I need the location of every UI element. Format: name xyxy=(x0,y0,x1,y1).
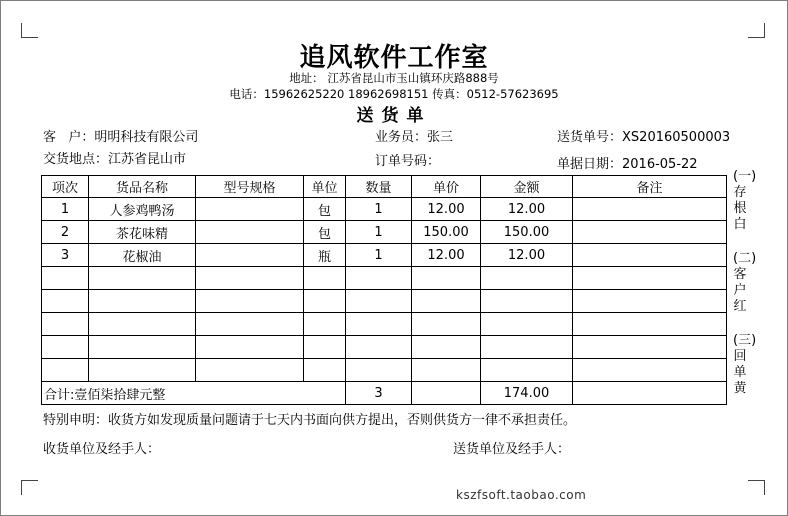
salesperson-field xyxy=(375,126,453,145)
table-row xyxy=(42,313,727,336)
receiver-signature-label: 收货单位及经手人： xyxy=(43,442,161,457)
company-address: 地址： 江苏省昆山市玉山镇环庆路888号 xyxy=(289,71,499,85)
table-row xyxy=(42,359,727,382)
table-row xyxy=(42,198,727,221)
cell-remark xyxy=(573,221,727,244)
salesperson-value: 张三 xyxy=(427,130,454,145)
total-label: 合计:壹佰柒拾肆元整 xyxy=(42,382,346,405)
cell-amount xyxy=(481,313,573,336)
special-statement: 特别申明：收货方如发现质量问题请于七天内书面向供方提出，否则供货方一律不承担责任。 xyxy=(43,413,577,428)
date-value: 2016-05-22 xyxy=(622,157,698,172)
cell-unit xyxy=(304,267,346,290)
footer-watermark: kszfsoft.taobao.com xyxy=(456,488,587,502)
cell-unit xyxy=(304,290,346,313)
cell-price xyxy=(412,336,481,359)
cell-qty xyxy=(346,313,412,336)
cell-remark xyxy=(573,336,727,359)
cell-spec xyxy=(196,290,304,313)
header-amount: 金额 xyxy=(481,176,573,198)
crop-mark-top-left xyxy=(21,23,38,38)
table-row xyxy=(42,244,727,267)
cell-seq: 1 xyxy=(42,198,89,221)
cell-product xyxy=(89,336,196,359)
cell-spec xyxy=(196,267,304,290)
total-row xyxy=(42,382,727,405)
cell-qty: 1 xyxy=(346,198,412,221)
cell-spec xyxy=(196,221,304,244)
cell-remark xyxy=(573,198,727,221)
cell-price xyxy=(412,290,481,313)
cell-qty: 1 xyxy=(346,221,412,244)
cell-product: 茶花味精 xyxy=(89,221,196,244)
header-price: 单价 xyxy=(412,176,481,198)
delivery-address-label: 交货地点： xyxy=(43,152,109,167)
document-title: 送货单 xyxy=(356,106,432,126)
cell-unit xyxy=(304,336,346,359)
cell-amount xyxy=(481,290,573,313)
side-label-copy1: (一)存根白 xyxy=(733,169,757,232)
cell-amount xyxy=(481,359,573,382)
cell-qty xyxy=(346,267,412,290)
cell-remark xyxy=(573,267,727,290)
cell-price: 150.00 xyxy=(412,221,481,244)
cell-remark xyxy=(573,290,727,313)
date-label: 单据日期： xyxy=(557,157,623,172)
delivery-no-field xyxy=(557,126,730,145)
cell-seq: 3 xyxy=(42,244,89,267)
cell-amount: 12.00 xyxy=(481,244,573,267)
cell-qty xyxy=(346,359,412,382)
cell-amount: 150.00 xyxy=(481,221,573,244)
cell-spec xyxy=(196,313,304,336)
cell-product: 花椒油 xyxy=(89,244,196,267)
cell-amount: 12.00 xyxy=(481,198,573,221)
cell-unit: 包 xyxy=(304,221,346,244)
cell-spec xyxy=(196,336,304,359)
cell-product xyxy=(89,313,196,336)
cell-product: 人参鸡鸭汤 xyxy=(89,198,196,221)
side-label-copy2: (二)客户红 xyxy=(733,251,757,314)
cell-qty xyxy=(346,336,412,359)
total-empty-remark xyxy=(573,382,727,405)
table-header-row xyxy=(42,176,727,198)
cell-spec xyxy=(196,244,304,267)
cell-seq: 2 xyxy=(42,221,89,244)
total-qty: 3 xyxy=(346,382,412,405)
cell-unit xyxy=(304,359,346,382)
cell-seq xyxy=(42,313,89,336)
sender-signature-label: 送货单位及经手人： xyxy=(453,442,571,457)
cell-qty: 1 xyxy=(346,244,412,267)
cell-price xyxy=(412,267,481,290)
cell-remark xyxy=(573,313,727,336)
delivery-no-label: 送货单号： xyxy=(557,130,623,145)
table-row xyxy=(42,221,727,244)
cell-product xyxy=(89,267,196,290)
cell-remark xyxy=(573,359,727,382)
order-no-label: 订单号码： xyxy=(375,154,441,169)
table-row xyxy=(42,290,727,313)
cell-product xyxy=(89,359,196,382)
cell-amount xyxy=(481,267,573,290)
header-spec: 型号规格 xyxy=(196,176,304,198)
table-row xyxy=(42,336,727,359)
crop-mark-bottom-right xyxy=(748,480,765,495)
total-empty-price xyxy=(412,382,481,405)
cell-remark xyxy=(573,244,727,267)
crop-mark-bottom-left xyxy=(21,480,38,495)
header-product: 货品名称 xyxy=(89,176,196,198)
cell-qty xyxy=(346,290,412,313)
delivery-address-field xyxy=(43,148,186,167)
delivery-no-value: XS20160500003 xyxy=(622,130,731,145)
customer-label: 客 户： xyxy=(43,130,95,145)
cell-product xyxy=(89,290,196,313)
header-qty: 数量 xyxy=(346,176,412,198)
cell-seq xyxy=(42,359,89,382)
customer-value: 明明科技有限公司 xyxy=(94,130,199,145)
salesperson-label: 业务员： xyxy=(375,130,428,145)
delivery-address-value: 江苏省昆山市 xyxy=(108,152,187,167)
cell-price xyxy=(412,359,481,382)
header-seq: 项次 xyxy=(42,176,89,198)
cell-price xyxy=(412,313,481,336)
total-amount: 174.00 xyxy=(481,382,573,405)
date-field xyxy=(557,153,698,172)
cell-amount xyxy=(481,336,573,359)
side-label-copy3: (三)回单黄 xyxy=(733,333,757,396)
cell-spec xyxy=(196,198,304,221)
items-table xyxy=(41,175,727,405)
cell-unit: 瓶 xyxy=(304,244,346,267)
cell-spec xyxy=(196,359,304,382)
cell-unit: 包 xyxy=(304,198,346,221)
crop-mark-top-right xyxy=(748,23,765,38)
company-phone: 电话：15962625220 18962698151 传真：0512-57623695 xyxy=(229,87,559,101)
order-no-field xyxy=(375,150,440,169)
cell-seq xyxy=(42,267,89,290)
cell-seq xyxy=(42,290,89,313)
company-name: 追风软件工作室 xyxy=(299,43,489,73)
header-unit: 单位 xyxy=(304,176,346,198)
cell-seq xyxy=(42,336,89,359)
cell-unit xyxy=(304,313,346,336)
cell-price: 12.00 xyxy=(412,244,481,267)
cell-price: 12.00 xyxy=(412,198,481,221)
header-remark: 备注 xyxy=(573,176,727,198)
customer-field xyxy=(43,126,198,145)
table-row xyxy=(42,267,727,290)
